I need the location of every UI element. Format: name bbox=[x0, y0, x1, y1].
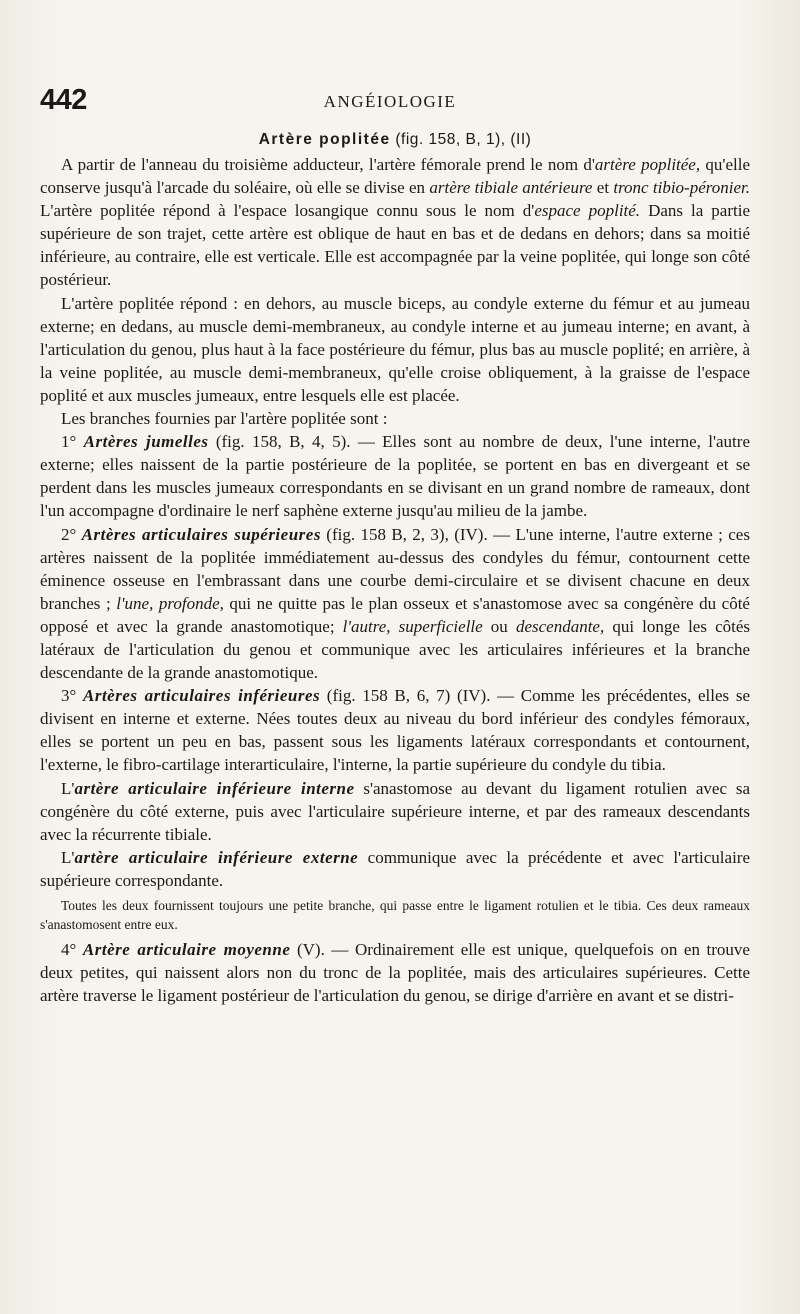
text-run: L' bbox=[61, 778, 75, 798]
text-run: s'anastomose au devant du ligament rotulien avec sa congénère du côté externe, puis avec l'articulaire supérieure interne, et par des rameaux descendants avec la récurrente tibiale. bbox=[40, 778, 750, 844]
emphasized-term: l'une, profonde, bbox=[116, 593, 224, 613]
paragraph bbox=[40, 153, 750, 292]
paragraph bbox=[40, 846, 750, 892]
footnote-small-print: Toutes les deux fournissent toujours une petite branche, qui passe entre le ligament rotulien et le tibia. Ces deux rameaux s'anastomosent entre eux. bbox=[40, 898, 750, 932]
text-run: qui longe les côtés latéraux de l'articulation du genou et communique avec les articulaires inférieures et la branche descendante de la grande anastomotique. bbox=[40, 616, 750, 683]
emphasized-term: artère articulaire inférieure externe bbox=[74, 847, 359, 867]
text-run: ou bbox=[482, 616, 516, 636]
emphasized-term: descendante, bbox=[515, 616, 605, 636]
text-run: (fig. 158 B, 6, 7) (IV). — Comme les précédentes, elles se divisent en interne et externe. Nées toutes deux au niveau du bord inférieur des condyles fémoraux, elles se portent un peu en bas, passent sous les ligaments latéraux correspondants et contournent, l'externe, le fibro-cartilage interarticulaire, l'interne, la partie supérieure du condyle du tibia. bbox=[40, 686, 750, 775]
text-run: qu'elle conserve jusqu'à l'arcade du soléaire, où elle se divise en bbox=[40, 155, 750, 198]
paragraph bbox=[40, 684, 750, 776]
paragraph bbox=[40, 407, 750, 430]
running-head: ANGÉIOLOGIE bbox=[323, 92, 457, 111]
paragraph bbox=[40, 430, 750, 522]
emphasized-term: Artère articulaire moyenne bbox=[82, 940, 291, 959]
emphasized-term: Artères articulaires inférieures bbox=[82, 686, 321, 706]
emphasized-term: tronc tibio-péronier. bbox=[613, 178, 750, 198]
text-run: Dans la partie supérieure de son trajet, cette artère est oblique de haut en bas et de dedans en dehors; dans sa moitié inférieure, au contraire, elle est verticale. Elle est accompagnée par la veine poplitée, qui longe son côté postérieur. bbox=[40, 201, 751, 290]
section-title-main: Artère poplitée bbox=[258, 131, 391, 148]
text-run: 3° bbox=[61, 686, 83, 706]
text-run: 1° bbox=[61, 432, 84, 452]
section-title-ref: (fig. 158, B, 1), (II) bbox=[390, 131, 532, 148]
emphasized-term: Artères articulaires supérieures bbox=[81, 524, 321, 544]
text-run: communique avec la précédente et avec l'articulaire supérieure correspondante. bbox=[40, 847, 750, 890]
text-run: qui ne quitte pas le plan osseux et s'anastomose avec sa congénère du côté opposé et avec la grande anastomotique; bbox=[40, 593, 750, 636]
text-run: L' bbox=[61, 847, 75, 867]
paragraph bbox=[40, 777, 750, 846]
page-header bbox=[40, 84, 740, 118]
emphasized-term: Artères jumelles bbox=[83, 432, 209, 452]
paragraph bbox=[40, 292, 750, 407]
paragraph bbox=[40, 523, 750, 685]
emphasized-term: l'autre, superficielle bbox=[342, 616, 483, 636]
section-title bbox=[40, 131, 750, 149]
text-run: (V). — Ordinairement elle est unique, quelquefois on en trouve deux petites, qui naissent alors non du tronc de la poplitée, mais des articulaires supérieures. Cette artère traverse le ligament postérieur de l'articulation du genou, se dirige d'arrière en avant et se distri- bbox=[40, 940, 750, 1006]
emphasized-term: artère poplitée, bbox=[594, 155, 701, 174]
text-run: (fig. 158 B, 2, 3), (IV). — L'une interne, l'autre externe ; ces artères naissent de la poplitée immédiatement au-dessus des condyles du fémur, contournent cette éminence osseuse en l'embrassant dans une courbe demi-circulaire et se divisent chacune en deux branches ; bbox=[40, 524, 750, 613]
text-run: L'artère poplitée répond : en dehors, au muscle biceps, au condyle externe du fémur et au jumeau externe; en dedans, au muscle demi-membraneux, au condyle interne et au jumeau interne; en avant, à l'articulation du genou, plus haut à la face postérieure du fémur, plus bas au muscle poplité; en arrière, à la veine poplitée, au muscle demi-membraneux, qu'elle croise obliquement, à la graisse de l'espace poplité et aux muscles jumeaux, entre lesquels elle est placée. bbox=[40, 293, 750, 405]
text-run: 2° bbox=[61, 524, 82, 544]
emphasized-term: artère articulaire inférieure interne bbox=[74, 778, 355, 798]
text-run: (fig. 158, B, 4, 5). — Elles sont au nombre de deux, l'une interne, l'autre externe; elles naissent de la partie postérieure de la poplitée, se portent en bas en divergeant et se perdent dans les muscles jumeaux correspondants en se divisant en un grand nombre de rameaux, dont l'un accompagne d'ordinaire le nerf saphène externe jusqu'au milieu de la jambe. bbox=[40, 432, 750, 521]
text-run: 4° bbox=[61, 940, 83, 959]
page-body bbox=[40, 131, 750, 1007]
page-number: 442 bbox=[40, 84, 87, 116]
text-run: A partir de l'anneau du troisième adducteur, l'artère fémorale prend le nom d' bbox=[61, 155, 595, 174]
emphasized-term: espace poplité. bbox=[534, 201, 641, 221]
paragraph bbox=[40, 938, 750, 1007]
text-run: L'artère poplitée répond à l'espace losangique connu sous le nom d' bbox=[40, 201, 535, 221]
emphasized-term: artère tibiale antérieure bbox=[429, 178, 593, 198]
text-run: Les branches fournies par l'artère poplitée sont : bbox=[61, 409, 388, 429]
text-run: et bbox=[592, 178, 614, 198]
